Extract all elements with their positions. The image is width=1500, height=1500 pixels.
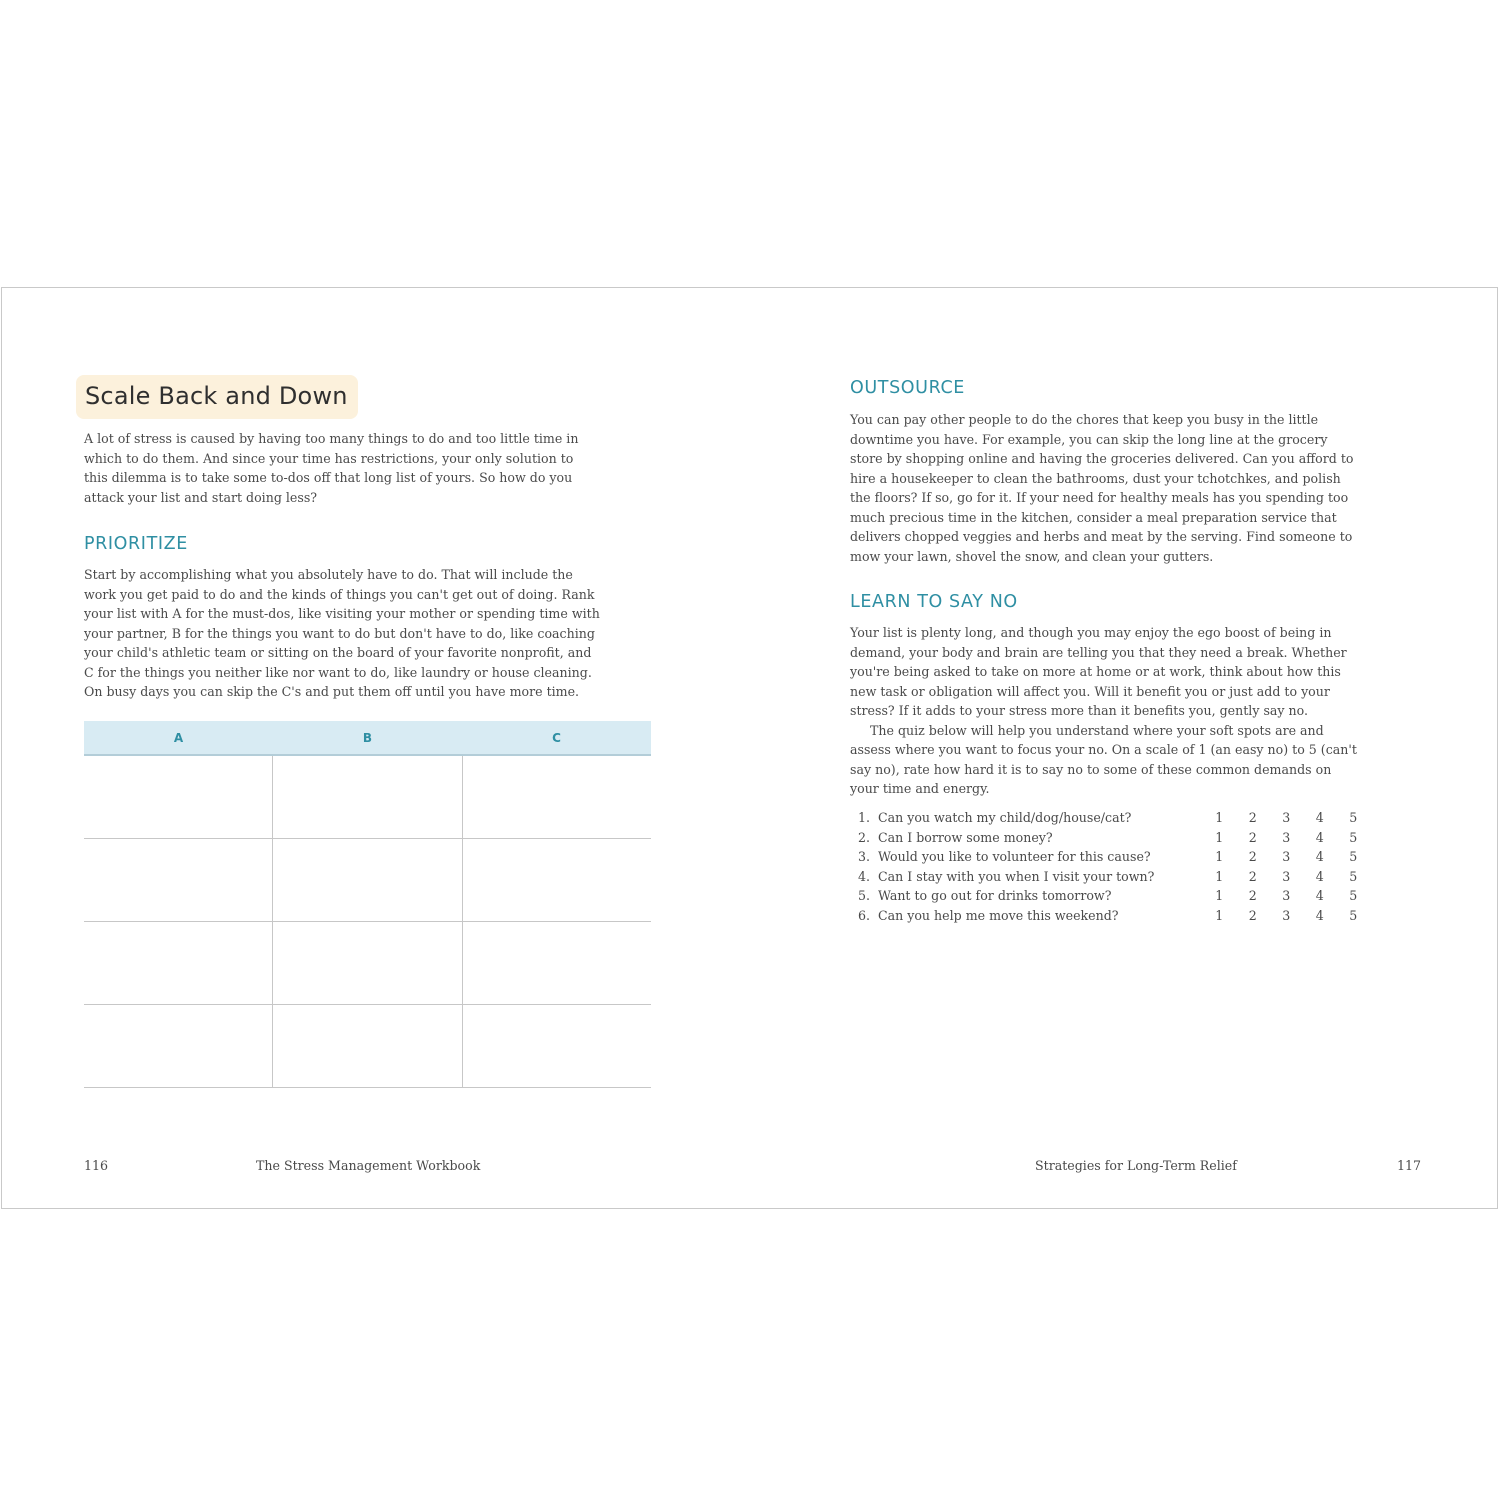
quiz-item [850,847,1370,867]
rating-option[interactable]: 1 [1215,849,1224,865]
rating-option[interactable]: 3 [1282,868,1291,884]
say-no-paragraph-1: Your list is plenty long, and though you may enjoy the ego boost of being in demand, your body and brain are telling you that they need a break. Whether you're being asked to take on more at home or at work, think about how this new task or obligation will affect you. Will it benefit you or just add to your stress? If it adds to your stress more than it benefits you, gently say no. [850,625,1347,718]
rating-option[interactable]: 4 [1315,888,1324,904]
table-cell[interactable] [84,922,273,1004]
prioritize-heading: PRIORITIZE [84,534,188,554]
rating-option[interactable]: 5 [1349,868,1358,884]
quiz-rating-scale [1203,810,1371,825]
table-cell[interactable] [463,1005,651,1087]
rating-option[interactable]: 3 [1282,810,1291,826]
quiz-item [850,906,1370,926]
column-a-header: A [173,731,184,745]
rating-option[interactable]: 2 [1248,888,1257,904]
column-c-header: C [552,731,561,745]
rating-option[interactable]: 1 [1215,829,1224,845]
rating-option[interactable]: 4 [1315,907,1324,923]
rating-option[interactable]: 1 [1215,888,1224,904]
intro-paragraph: A lot of stress is caused by having too many things to do and too little time in which to do them. And since your time has restrictions, your only solution to this dilemma is to take some to-dos off that long list of yours. So how do you attack your list and start doing less? [84,431,579,505]
priority-table [84,721,651,1088]
table-row [84,922,651,1005]
rating-option[interactable]: 4 [1315,868,1324,884]
right-page [751,288,1499,1208]
rating-option[interactable]: 2 [1248,810,1257,826]
rating-option[interactable]: 4 [1315,849,1324,865]
rating-option[interactable]: 1 [1215,810,1224,826]
chapter-title: Scale Back and Down [76,375,358,419]
right-page-number: 117 [1397,1158,1422,1173]
prioritize-paragraph: Start by accomplishing what you absolutely have to do. That will include the work you get paid to do and the kinds of things you can't get out of doing. Rank your list with A for the must-dos, like visiting your mother or spending time with your partner, B for the things you want to do but don't have to do, like coaching your child's athletic team or sitting on the board of your favorite nonprofit, and C for the things you neither like nor want to do, like laundry or house cleaning. On busy days you can skip the C's and put them off until you have more time. [84,567,600,699]
outsource-paragraph: You can pay other people to do the chores that keep you busy in the little downtime you have. For example, you can skip the long line at the grocery store by shopping online and having the groceries delivered. Can you afford to hire a housekeeper to clean the bathrooms, dust your tchotchkes, and polish the floors? If so, go for it. If your need for healthy meals has you spending too much precious time in the kitchen, consider a meal preparation service that delivers chopped veggies and herbs and meat by the serving. Find someone to mow your lawn, shovel the snow, and clean your gutters. [850,412,1354,564]
quiz-item [850,828,1370,848]
rating-option[interactable]: 3 [1282,888,1291,904]
table-row [84,756,651,839]
column-b-header: B [362,731,373,745]
quiz-item [850,808,1370,828]
quiz-item-number: 3. [857,849,870,865]
table-cell[interactable] [463,922,651,1004]
table-cell[interactable] [463,756,651,838]
quiz-item [850,886,1370,906]
rating-option[interactable]: 4 [1315,829,1324,845]
quiz-item-number: 4. [857,868,870,884]
rating-option[interactable]: 2 [1248,907,1257,923]
say-no-heading: LEARN TO SAY NO [850,592,1018,612]
rating-option[interactable]: 5 [1349,888,1358,904]
quiz-item-question: Can I stay with you when I visit your town? [877,868,1155,884]
table-row [84,1005,651,1088]
say-no-text [850,623,1364,799]
quiz-rating-scale [1203,908,1371,923]
left-page-number: 116 [84,1158,109,1173]
quiz-item-number: 1. [857,810,870,826]
table-cell[interactable] [273,922,462,1004]
outsource-heading: OUTSOURCE [850,378,965,398]
rating-option[interactable]: 5 [1349,829,1358,845]
rating-option[interactable]: 5 [1349,907,1358,923]
rating-option[interactable]: 5 [1349,810,1358,826]
quiz-rating-scale [1203,830,1371,845]
table-cell[interactable] [273,756,462,838]
say-no-paragraph-2: The quiz below will help you understand where your soft spots are and assess where you want to focus your no. On a scale of 1 (an easy no) to 5 (can't say no), rate how hard it is to say no to some of these common demands on your time and energy. [850,722,1357,796]
right-running-footer: Strategies for Long-Term Relief [1035,1158,1237,1173]
rating-option[interactable]: 1 [1215,907,1224,923]
quiz-item-number: 2. [857,829,870,845]
say-no-quiz [850,808,1370,925]
quiz-item-question: Can you watch my child/dog/house/cat? [877,810,1132,826]
quiz-item-question: Can you help me move this weekend? [877,907,1119,923]
rating-option[interactable]: 3 [1282,907,1291,923]
table-cell[interactable] [273,1005,462,1087]
quiz-rating-scale [1203,869,1371,884]
table-cell[interactable] [84,839,273,921]
rating-option[interactable]: 4 [1315,810,1324,826]
table-cell[interactable] [84,1005,273,1087]
left-running-footer: The Stress Management Workbook [256,1158,481,1173]
rating-option[interactable]: 1 [1215,868,1224,884]
rating-option[interactable]: 3 [1282,849,1291,865]
book-spread [1,287,1498,1209]
quiz-item-number: 5. [857,888,870,904]
table-row [84,839,651,922]
quiz-item [850,867,1370,887]
left-page [2,288,751,1208]
rating-option[interactable]: 2 [1248,868,1257,884]
quiz-item-question: Would you like to volunteer for this cause? [877,849,1151,865]
table-cell[interactable] [84,756,273,838]
rating-option[interactable]: 2 [1248,849,1257,865]
table-cell[interactable] [463,839,651,921]
rating-option[interactable]: 5 [1349,849,1358,865]
table-cell[interactable] [273,839,462,921]
quiz-rating-scale [1203,849,1371,864]
quiz-item-question: Want to go out for drinks tomorrow? [877,888,1112,904]
quiz-rating-scale [1203,888,1371,903]
rating-option[interactable]: 3 [1282,829,1291,845]
rating-option[interactable]: 2 [1248,829,1257,845]
quiz-item-number: 6. [857,907,870,923]
priority-table-header [84,721,651,756]
quiz-item-question: Can I borrow some money? [877,829,1053,845]
